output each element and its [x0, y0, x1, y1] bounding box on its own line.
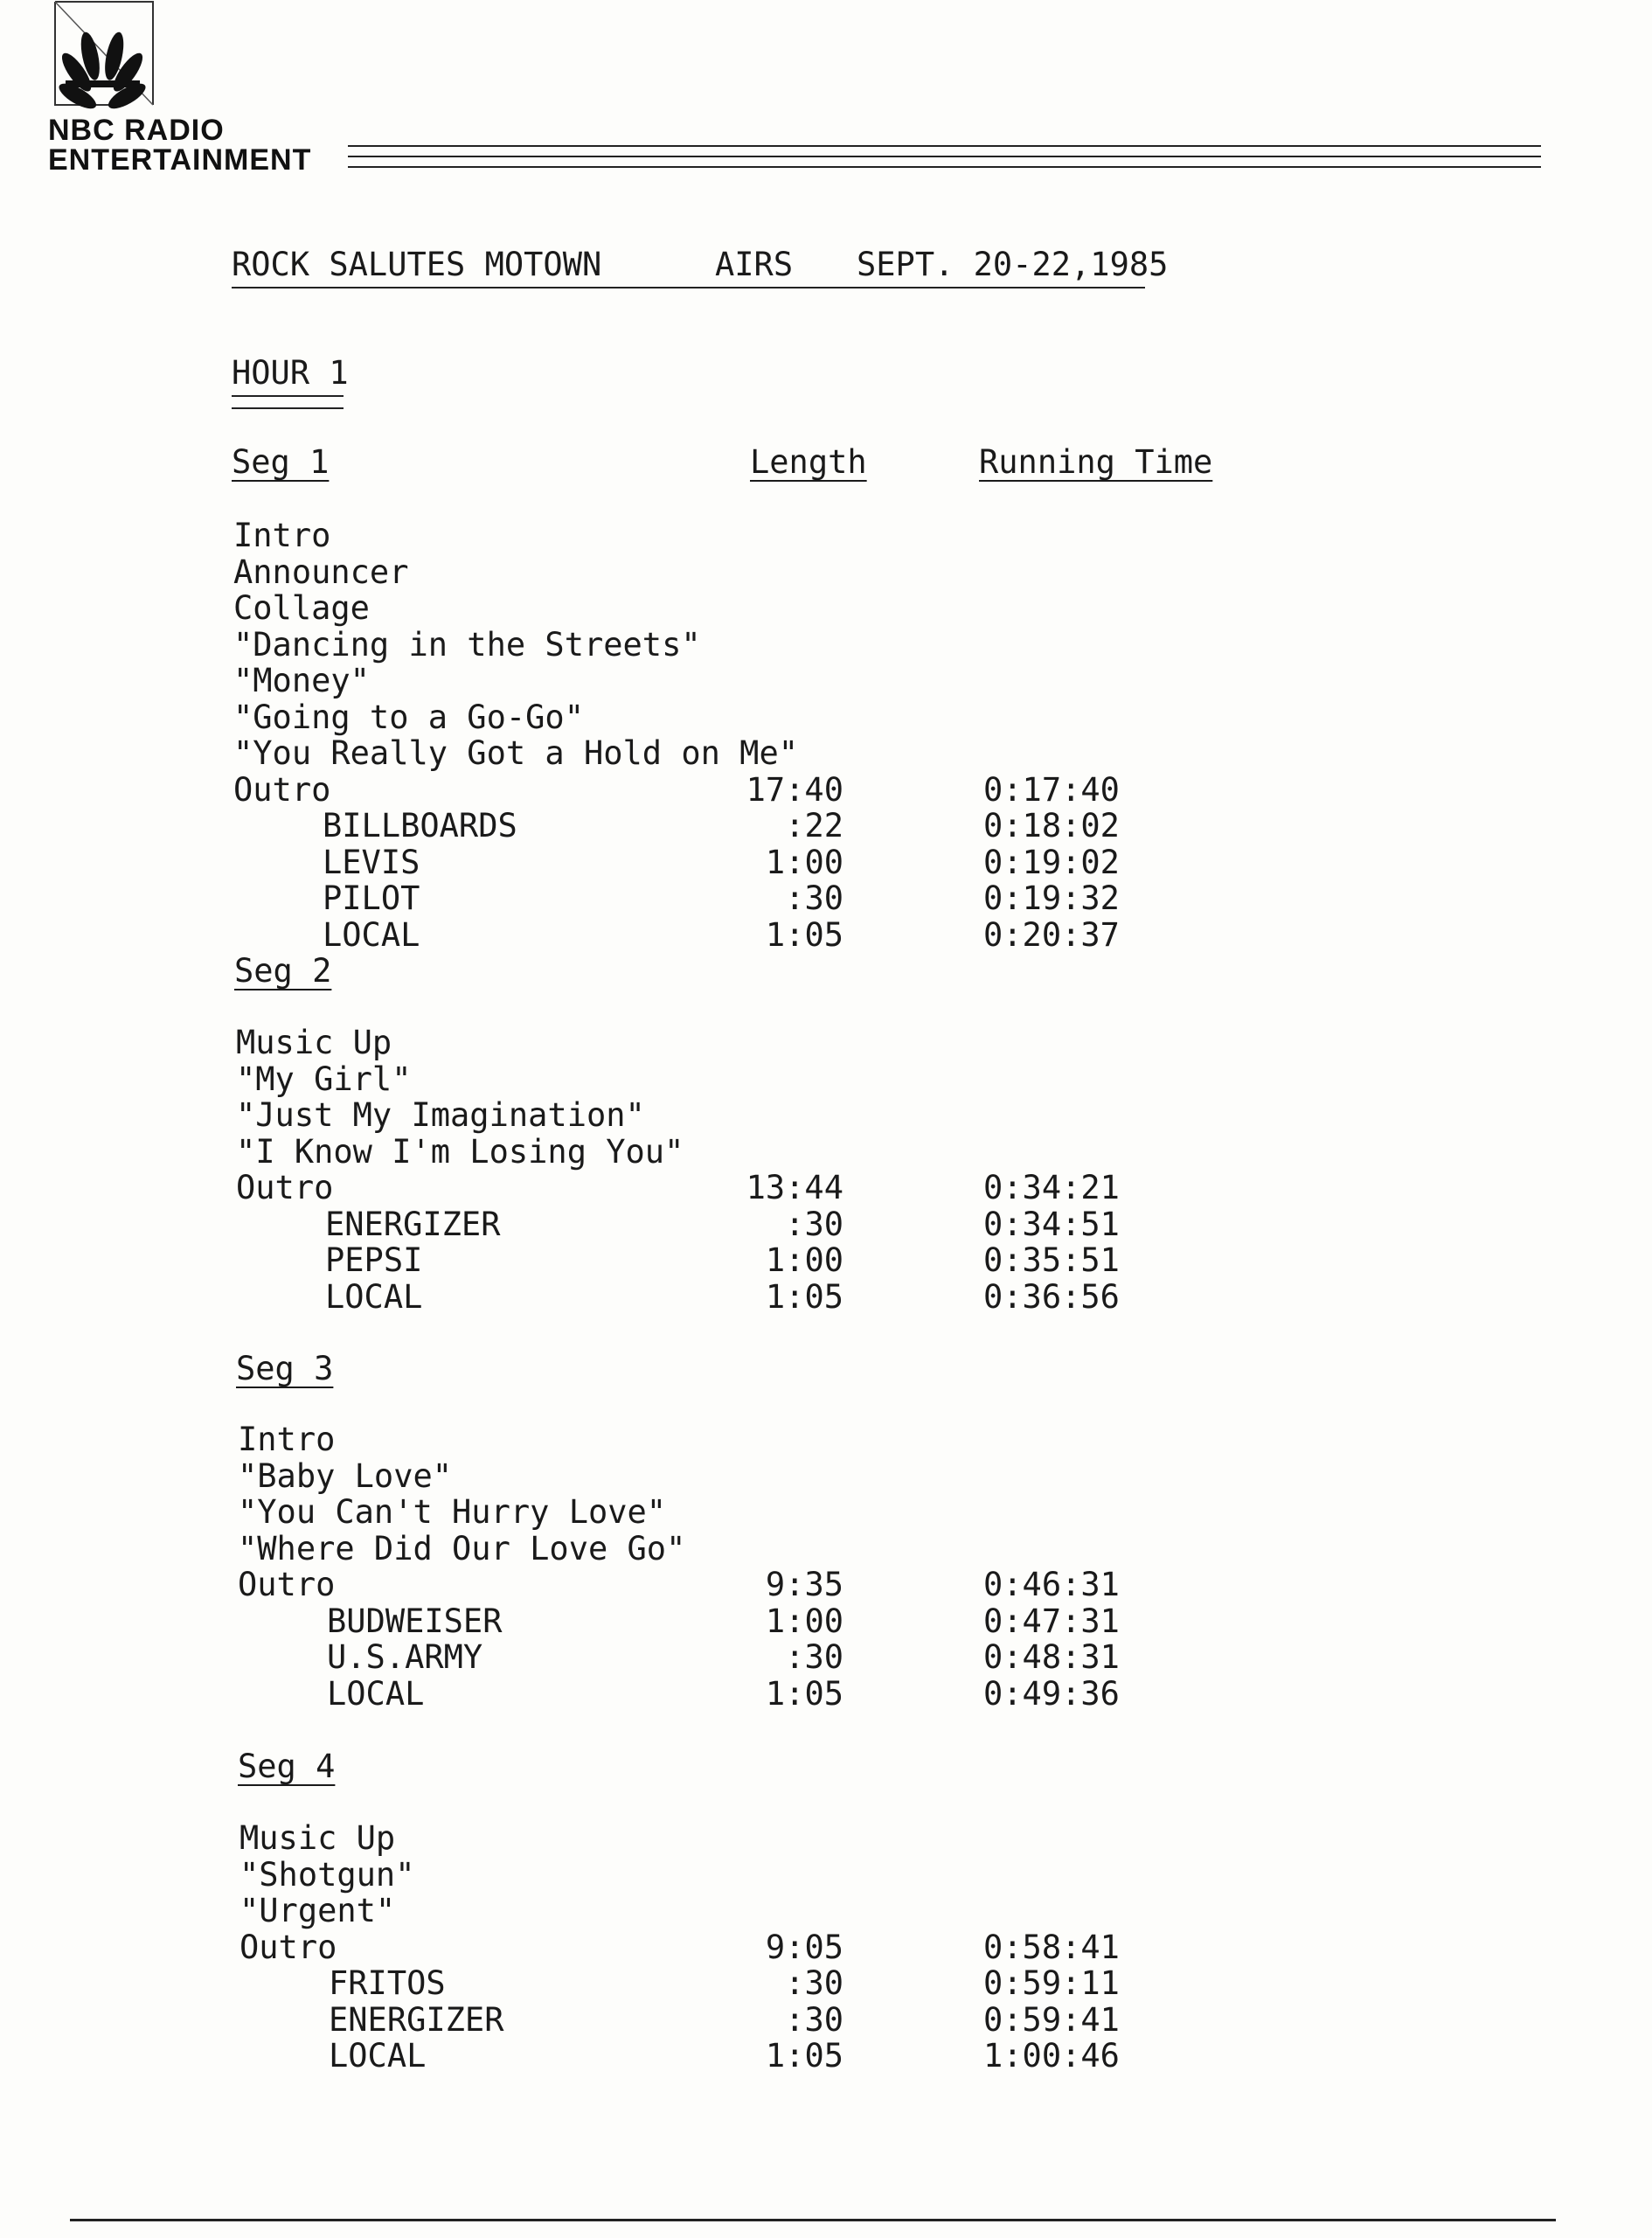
seg-2-title: Seg 2 [234, 952, 332, 990]
length-header: Length [750, 443, 867, 481]
program-item: "My Girl" [236, 1060, 412, 1098]
program-item: "Just My Imagination" [236, 1096, 645, 1134]
spot-length: :30 [785, 1964, 843, 2002]
spot-length: 1:00 [765, 1241, 843, 1279]
outro-length: 17:40 [746, 770, 843, 809]
header-underline [232, 287, 1145, 288]
program-item: Intro [233, 517, 331, 554]
spot-name: FRITOS [329, 1964, 446, 2002]
spot-name: LEVIS [323, 843, 420, 881]
spot-length: 1:05 [765, 915, 843, 954]
spot-running-time: 0:34:51 [983, 1205, 1120, 1243]
spot-name: LOCAL [325, 1277, 423, 1316]
program-item: "You Really Got a Hold on Me" [233, 734, 799, 772]
spot-length: :30 [785, 2000, 843, 2039]
show-title: ROCK SALUTES MOTOWN [232, 246, 602, 283]
letterhead-line1: NBC RADIO [48, 114, 225, 147]
letterhead-rule-bottom [348, 166, 1541, 168]
program-item: "Going to a Go-Go" [233, 698, 584, 736]
spot-running-time: 1:00:46 [983, 2037, 1120, 2075]
program-item: "I Know I'm Losing You" [236, 1132, 684, 1171]
spot-length: :30 [785, 879, 843, 917]
program-item: Intro [238, 1421, 336, 1458]
outro-label: Outro [233, 770, 331, 809]
spot-name: LOCAL [323, 915, 420, 954]
outro-running-time: 0:17:40 [983, 770, 1120, 809]
outro-length: 9:05 [765, 1928, 843, 1966]
program-item: Collage [233, 589, 370, 627]
outro-label: Outro [238, 1566, 336, 1603]
program-item: "Where Did Our Love Go" [238, 1529, 686, 1567]
spot-name: ENERGIZER [325, 1205, 501, 1243]
program-item: "Urgent" [239, 1892, 396, 1929]
spot-name: PEPSI [325, 1241, 423, 1279]
outro-label: Outro [236, 1169, 334, 1206]
outro-running-time: 0:46:31 [983, 1566, 1120, 1603]
program-item: "Baby Love" [238, 1456, 453, 1495]
outro-length: 9:35 [765, 1566, 843, 1603]
spot-length: 1:05 [765, 1277, 843, 1316]
seg-1-title: Seg 1 [232, 443, 330, 481]
spot-running-time: 0:20:37 [983, 915, 1120, 954]
spot-length: 1:00 [765, 843, 843, 881]
spot-name: ENERGIZER [329, 2000, 504, 2039]
outro-running-time: 0:34:21 [983, 1169, 1120, 1206]
spot-running-time: 0:59:11 [983, 1964, 1120, 2002]
program-item: "Shotgun" [239, 1855, 415, 1894]
spot-length: 1:00 [765, 1602, 843, 1640]
hour-underline-2 [232, 407, 344, 409]
letterhead-line2: ENTERTAINMENT [48, 143, 312, 177]
spot-running-time: 0:19:02 [983, 843, 1120, 881]
spot-name: BUDWEISER [327, 1602, 503, 1640]
hour-underline-1 [232, 395, 344, 397]
footer-rule [70, 2219, 1556, 2221]
program-item: Music Up [236, 1024, 392, 1061]
letterhead-rule-mid [348, 156, 1541, 157]
spot-length: :30 [785, 1205, 843, 1243]
spot-name: PILOT [323, 879, 420, 917]
spot-length: :22 [785, 807, 843, 844]
spot-running-time: 0:18:02 [983, 807, 1120, 844]
outro-length: 13:44 [746, 1169, 843, 1206]
spot-running-time: 0:36:56 [983, 1277, 1120, 1316]
air-dates: SEPT. 20-22,1985 [857, 246, 1169, 283]
spot-length: :30 [785, 1638, 843, 1676]
running-time-header: Running Time [979, 443, 1213, 481]
letterhead-rule-top [348, 145, 1541, 147]
program-item: "You Can't Hurry Love" [238, 1493, 667, 1531]
outro-running-time: 0:58:41 [983, 1928, 1120, 1966]
spot-running-time: 0:19:32 [983, 879, 1120, 917]
nbc-peacock-icon [48, 0, 162, 114]
spot-running-time: 0:48:31 [983, 1638, 1120, 1676]
program-item: Music Up [239, 1819, 396, 1857]
program-item: Announcer [233, 553, 409, 591]
spot-name: LOCAL [327, 1674, 425, 1713]
airs-label: AIRS [715, 246, 794, 283]
spot-running-time: 0:59:41 [983, 2000, 1120, 2039]
spot-running-time: 0:47:31 [983, 1602, 1120, 1640]
outro-label: Outro [239, 1928, 337, 1966]
hour-title: HOUR 1 [232, 354, 349, 392]
spot-name: U.S.ARMY [327, 1638, 483, 1676]
seg-4-title: Seg 4 [238, 1748, 336, 1785]
spot-name: BILLBOARDS [323, 807, 517, 844]
spot-running-time: 0:35:51 [983, 1241, 1120, 1279]
program-item: "Dancing in the Streets" [233, 625, 701, 664]
seg-3-title: Seg 3 [236, 1350, 334, 1387]
spot-name: LOCAL [329, 2037, 427, 2075]
spot-length: 1:05 [765, 2037, 843, 2075]
spot-running-time: 0:49:36 [983, 1674, 1120, 1713]
program-item: "Money" [233, 662, 370, 699]
spot-length: 1:05 [765, 1674, 843, 1713]
